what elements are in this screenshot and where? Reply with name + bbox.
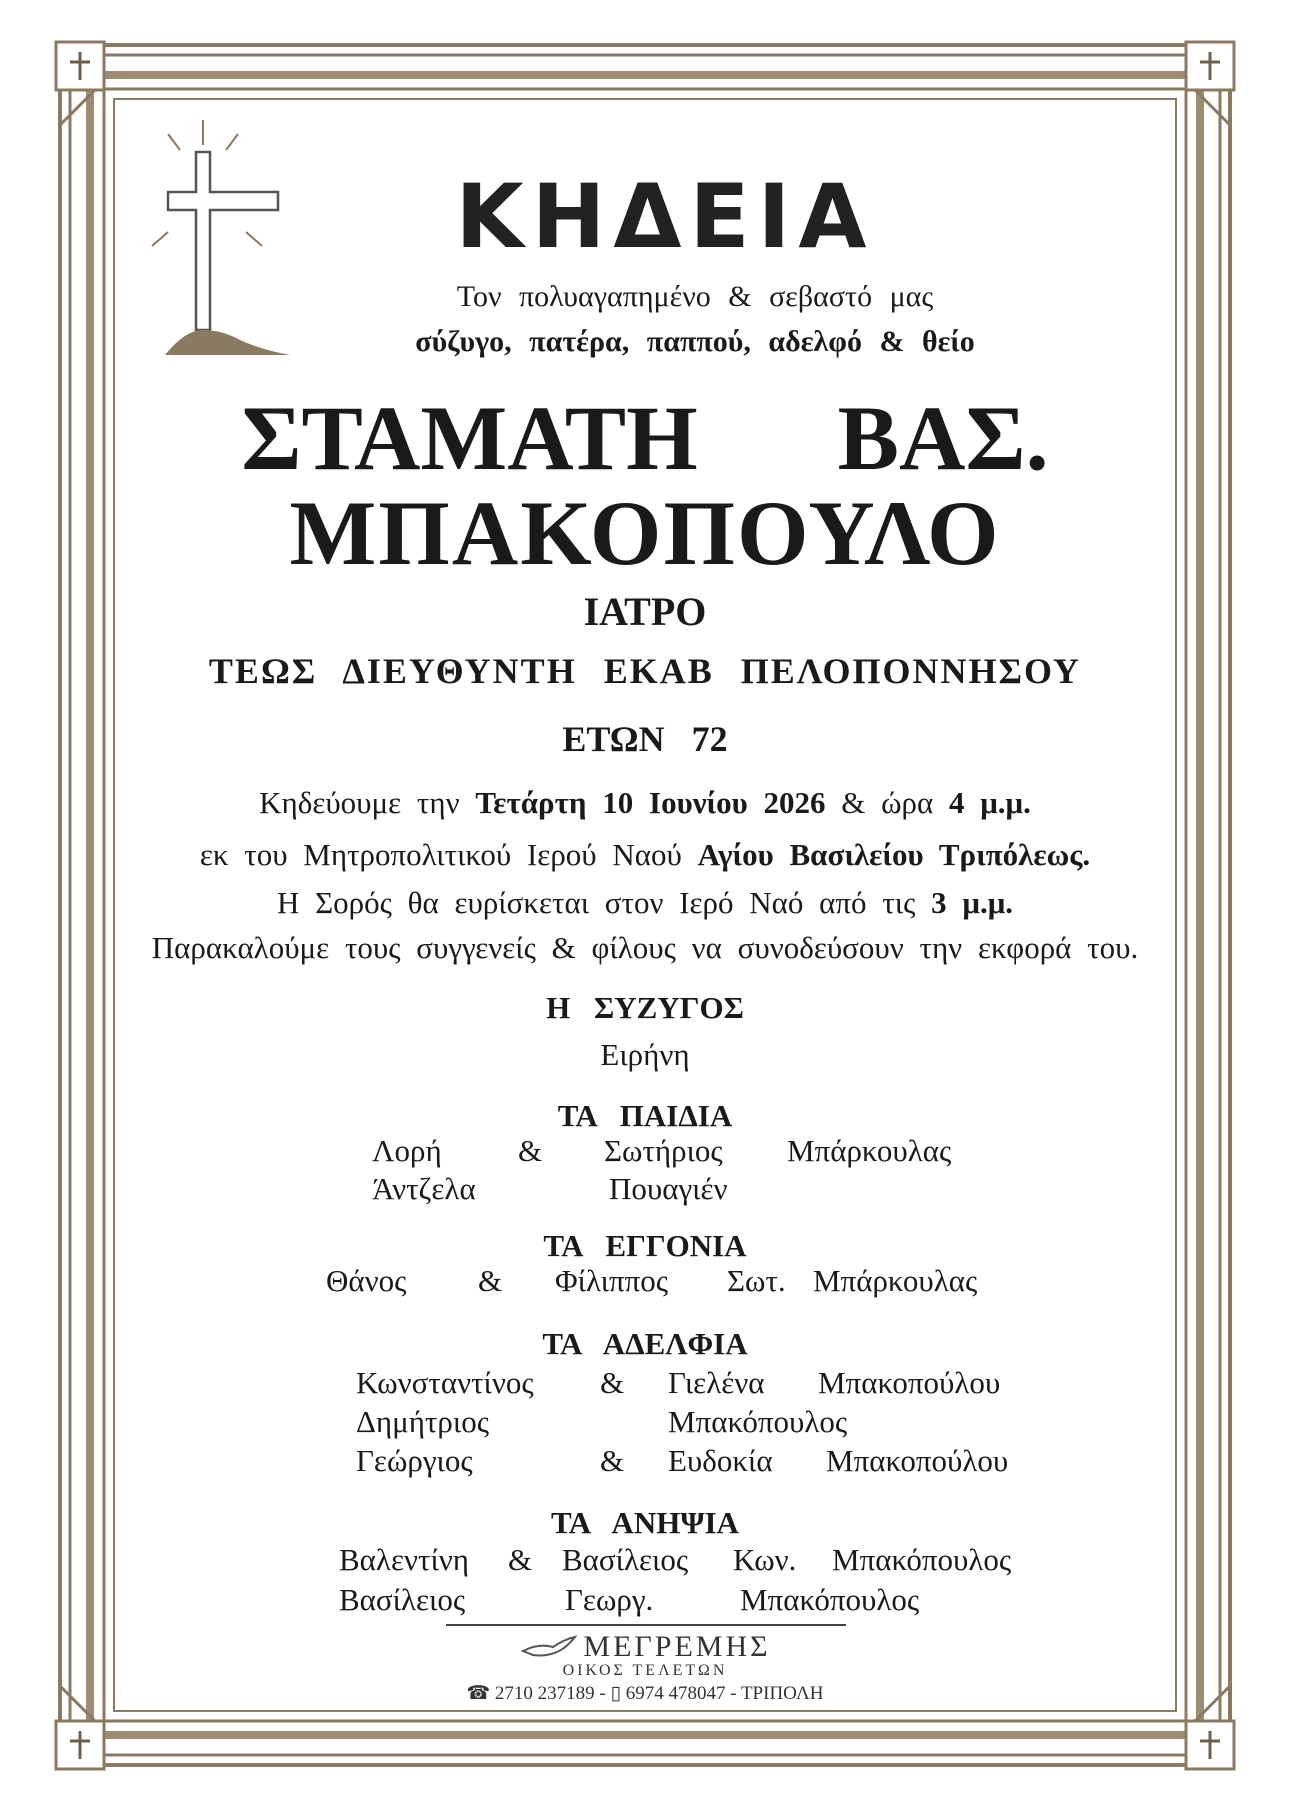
list-item: Γεωργ. (565, 1582, 654, 1617)
phone-icon: ☎ (466, 1683, 491, 1704)
viewing-line (0, 885, 1290, 921)
list-item: Γιελένα (668, 1365, 765, 1400)
invitation-line: Παρακαλούμε τους συγγενείς & φίλους να συνοδεύσουν την εκφορά του. (151, 930, 1139, 965)
landline-number: 2710 237189 (494, 1683, 595, 1704)
grandchildren-heading: ΤΑ ΕΓΓΟΝΙΑ (543, 1228, 747, 1263)
page-title: ΚΗΔΕΙΑ (455, 165, 875, 268)
list-item: Βασίλειος (562, 1542, 689, 1577)
mobile-number: 6974 478047 (625, 1683, 726, 1704)
age: ΕΤΩΝ 72 (562, 719, 728, 759)
spouse-heading: Η ΣΥΖΥΓΟΣ (546, 990, 744, 1025)
text: Η Σορός θα ευρίσκεται στον Ιερό Ναό από τις (276, 885, 932, 920)
list-item: Φίλιππος (555, 1263, 669, 1298)
funeral-home-subtitle: ΟΙΚΟΣ ΤΕΛΕΤΩΝ (562, 1662, 728, 1679)
intro-line: Τον πολυαγαπημένο & σεβαστό μας (456, 280, 934, 313)
children-heading: ΤΑ ΠΑΙΔΙΑ (557, 1098, 733, 1133)
mobile-icon: ▯ (610, 1683, 621, 1704)
list-item: & (600, 1443, 625, 1478)
service-date: Τετάρτη 10 Ιουνίου 2026 (475, 785, 826, 820)
text: Κηδεύουμε την (259, 785, 476, 820)
first-name: ΣΤΑΜΑΤΗ (241, 387, 698, 489)
list-item: & (478, 1263, 503, 1298)
viewing-time: 3 μ.μ. (931, 885, 1014, 920)
church-name: Αγίου Βασιλείου Τριπόλεως. (697, 837, 1091, 872)
city: ΤΡΙΠΟΛΗ (740, 1683, 824, 1704)
list-item: Μπακόπουλος (668, 1404, 848, 1439)
text: & ώρα (825, 785, 949, 820)
text: εκ του Μητροπολιτικού Ιερού Ναού (199, 837, 698, 872)
list-item: Μπάρκουλας (787, 1133, 952, 1168)
separator: - (730, 1683, 741, 1704)
contact-line (0, 1682, 1290, 1705)
middle-name: ΒΑΣ. (837, 387, 1049, 489)
list-item: Σωτήριος (604, 1133, 723, 1168)
list-item: Κωνσταντίνος (356, 1365, 534, 1400)
spouse-name: Ειρήνη (600, 1037, 690, 1072)
list-item: Πουαγιέν (609, 1171, 728, 1206)
profession: ΙΑΤΡΟ (583, 589, 707, 634)
list-item: Λορή (372, 1133, 442, 1168)
dove-icon (519, 1633, 579, 1661)
list-item: Σωτ. (727, 1263, 786, 1298)
relations-line: σύζυγο, πατέρα, παππού, αδελφό & θείο (415, 325, 975, 358)
nephews-heading: ΤΑ ΑΝΗΨΙΑ (551, 1505, 739, 1540)
divider (446, 1624, 846, 1626)
list-item: Θάνος (326, 1263, 407, 1298)
list-item: Άντζελα (372, 1171, 476, 1206)
deceased-name (0, 385, 1290, 491)
list-item: Μπακόπουλος (740, 1582, 920, 1617)
list-item: Μπακοπούλου (818, 1365, 1001, 1400)
list-item: Μπακόπουλος (832, 1542, 1012, 1577)
separator: - (599, 1683, 611, 1704)
list-item: Κων. (733, 1542, 797, 1577)
list-item: Μπάρκουλας (813, 1263, 978, 1298)
funeral-home-name: ΜΕΓΡΕΜΗΣ (583, 1630, 771, 1663)
list-item: & (600, 1365, 625, 1400)
list-item: Δημήτριος (356, 1404, 490, 1439)
church-line (0, 837, 1290, 873)
surname: ΜΠΑΚΟΠΟΥΛΟ (289, 482, 1001, 584)
list-item: Γεώργιος (356, 1443, 473, 1478)
funeral-home-logo (0, 1630, 1290, 1680)
list-item: Μπακοπούλου (826, 1443, 1009, 1478)
list-item: Ευδοκία (668, 1443, 773, 1478)
list-item: Βασίλειος (339, 1582, 466, 1617)
siblings-heading: ΤΑ ΑΔΕΛΦΙΑ (542, 1326, 748, 1361)
position-title: ΤΕΩΣ ΔΙΕΥΘΥΝΤΗ ΕΚΑΒ ΠΕΛΟΠΟΝΝΗΣΟΥ (208, 651, 1082, 691)
list-item: & (508, 1542, 533, 1577)
service-date-line (0, 785, 1290, 821)
list-item: & (518, 1133, 543, 1168)
list-item: Βαλεντίνη (339, 1542, 470, 1577)
service-time: 4 μ.μ. (948, 785, 1031, 820)
